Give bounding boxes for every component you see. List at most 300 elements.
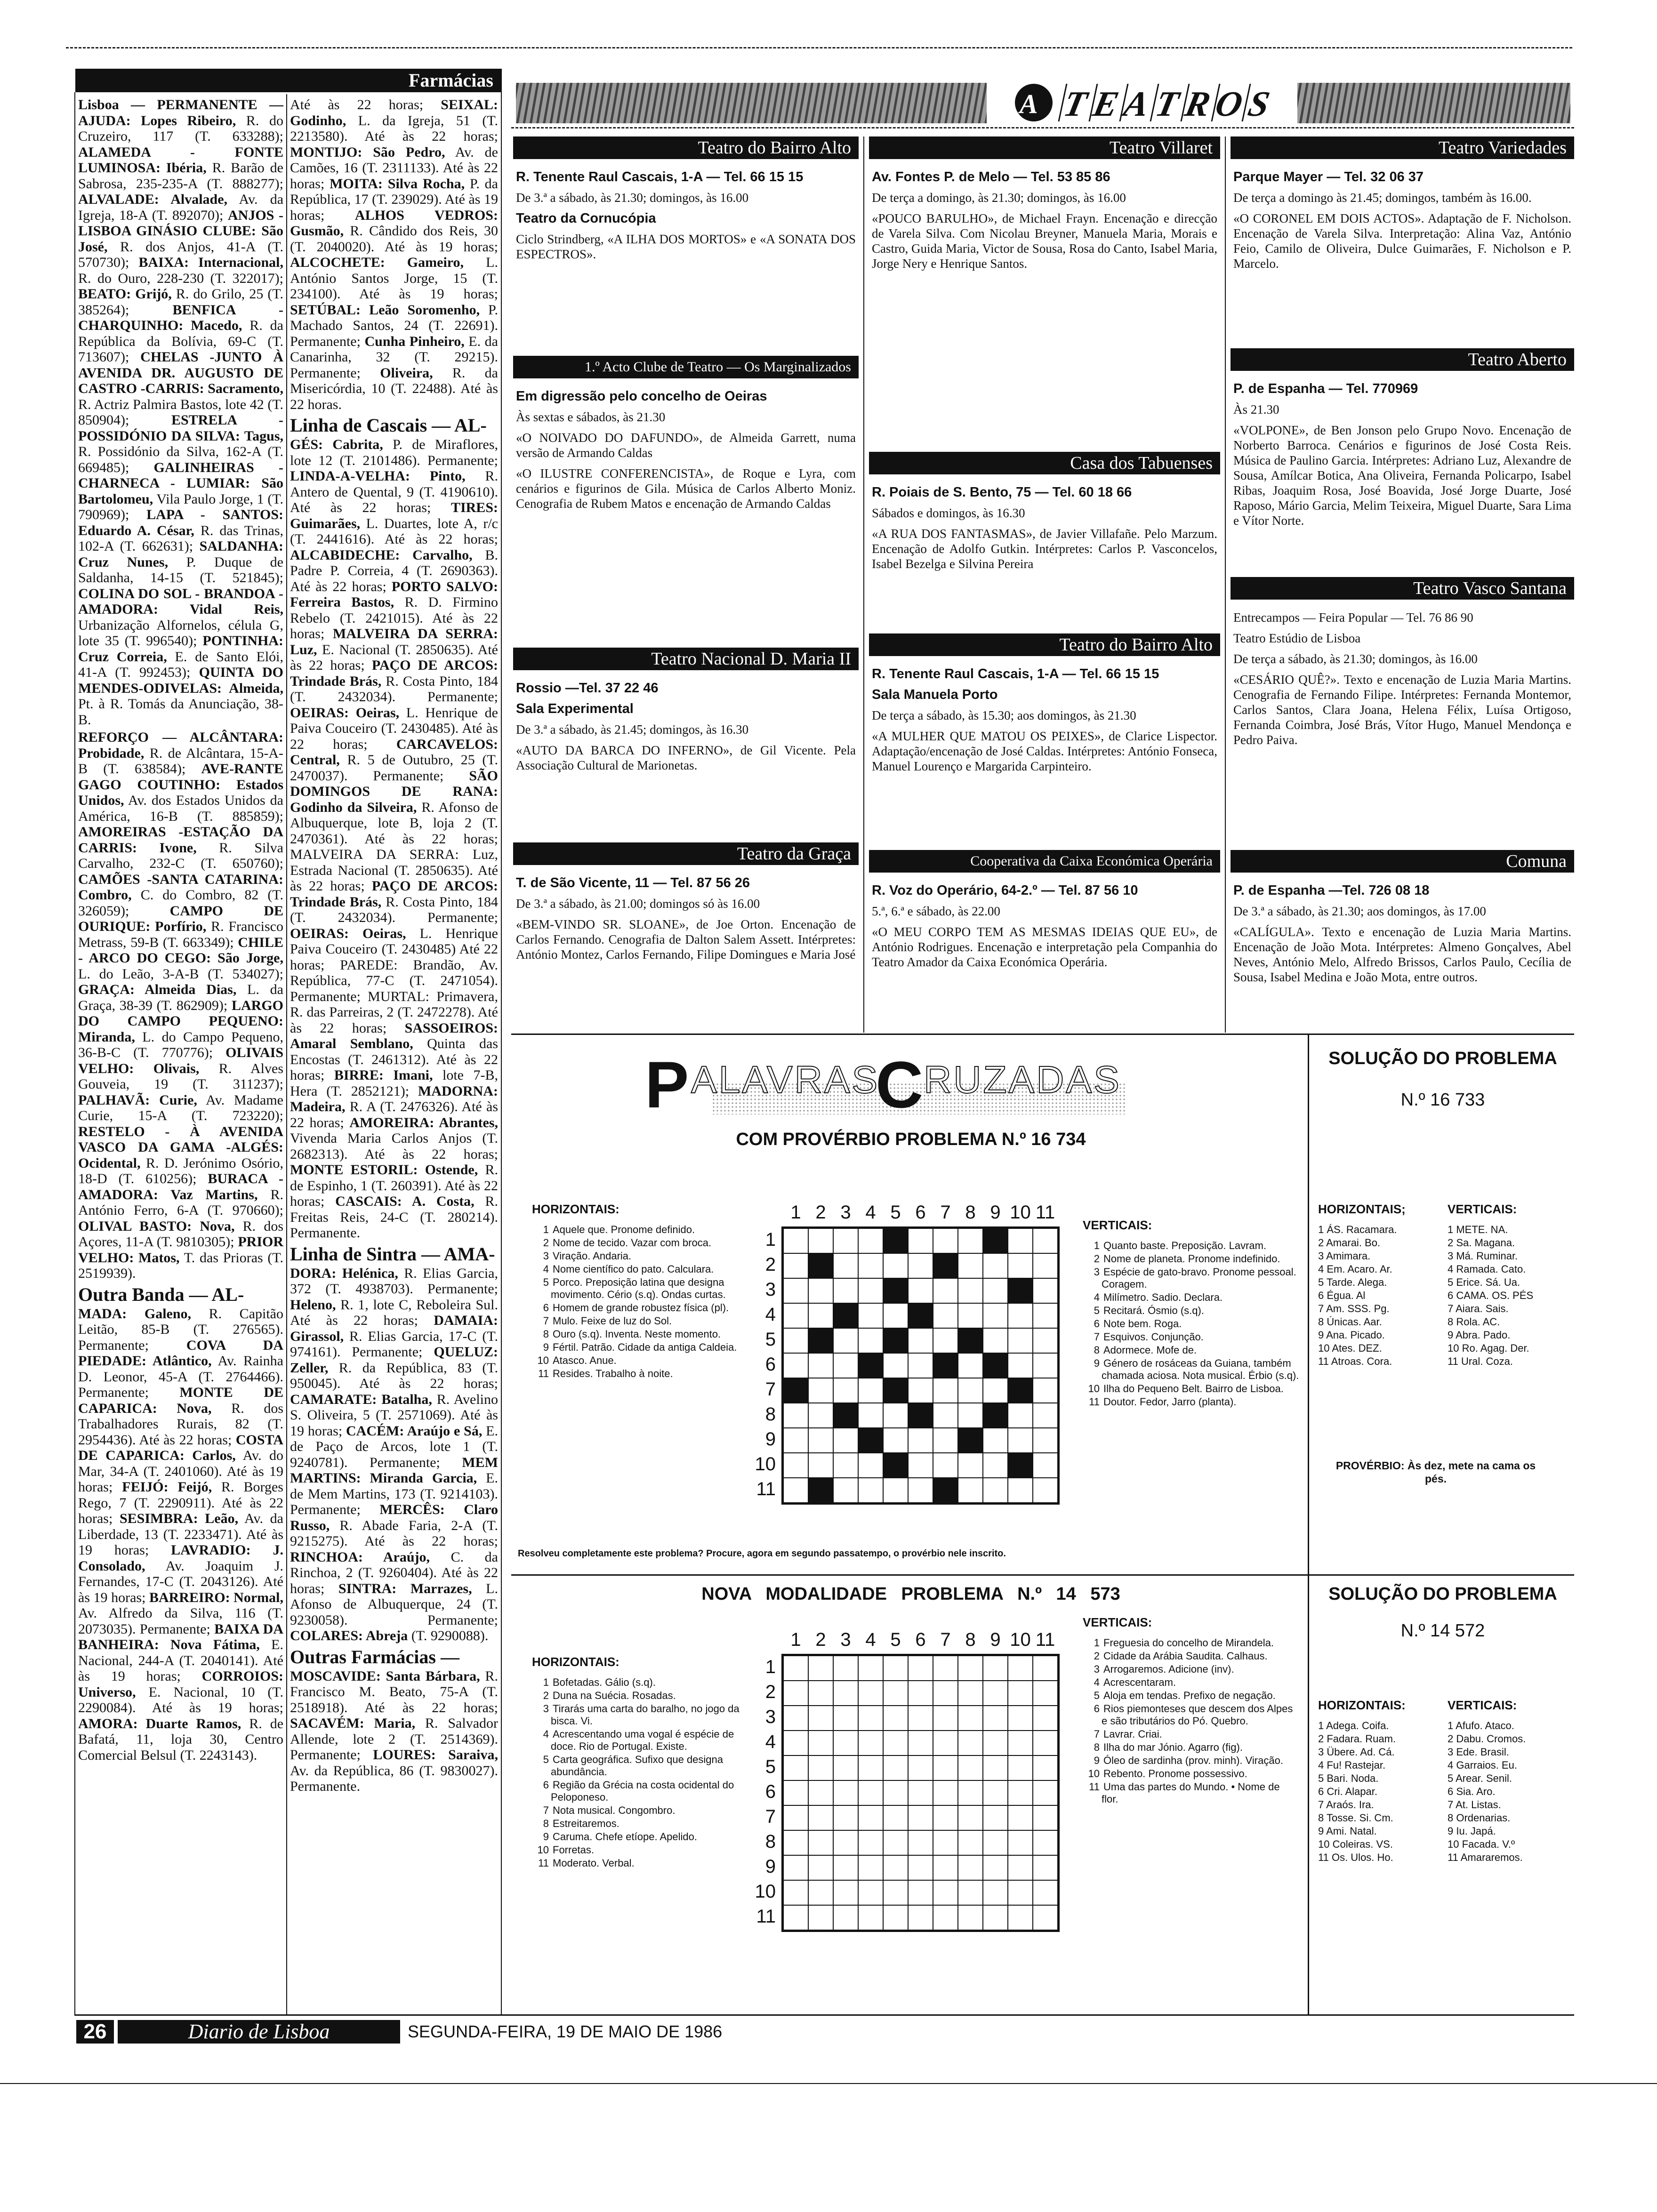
- theatre-name: 1.º Acto Clube de Teatro — Os Marginalizados: [585, 359, 851, 375]
- theatre-name: Teatro do Bairro Alto: [698, 138, 851, 158]
- pharmacy-listing: MADA: Galeno, R. Capitão Leitão, 85-B (T. 276565). Permanente; COVA DA PIEDADE: Atlântico, Av. Rainha D. Leonor, 45-A (T. 2764466). Permanente; MONTE DE CAPARICA: Nova, R. dos Trabalhadores Rurais, 82 (T. 2954436). Até às 22 horas; COSTA DE CAPARICA: Carlos, Av. do Mar, 34-A (T. 2401060). Até às 19 horas; FEIJÓ: Feijó, R. Borges Rego, 7 (T. 2290911). Até às 22 horas; SESIMBRA: Leão, Av. da Liberdade, 13 (T. 2233471). Até às 19 horas; LAVRADIO: J. Consolado, Av. Joaquim J. Fernandes, 17-C (T. 2043126). Até às 19 horas; BARREIRO: Normal, Av. Alfredo da Silva, 116 (T. 2073035). Permanente; BAIXA DA BANHEIRA: Nova Fátima, E. Nacional, 244-A (T. 2040141). Até às 19 horas; CORROIOS: Universo, E. Nacional, 10 (T. 2290084). Até às 19 horas; AMORA: Duarte Ramos, R. de Bafatá, 11, loja 30, Centro Comercial Belsul (T. 2243143).: [78, 1306, 284, 1763]
- crossword-cell: [883, 1478, 908, 1503]
- solution-item: 10 Facada. V.º: [1448, 1838, 1515, 1850]
- crossword-cell: [833, 1905, 858, 1930]
- crossword-cell: [858, 1681, 883, 1706]
- clue-number: 7: [543, 1315, 549, 1327]
- crossword-cell: [1033, 1328, 1058, 1353]
- solution-item: 10 Ates. DEZ.: [1318, 1342, 1382, 1354]
- crossword-divider-vertical: [1308, 1034, 1309, 2014]
- crossword-cell: [908, 1855, 933, 1880]
- theatre-name: Comuna: [1506, 851, 1567, 871]
- crossword-cell: [808, 1278, 833, 1303]
- clue-text: Região da Grécia na costa ocidental do Peloponeso.: [551, 1779, 734, 1803]
- crossword-cell: [958, 1905, 983, 1930]
- crossword-cell: [883, 1353, 908, 1378]
- theatre-word: [1060, 84, 1293, 124]
- puzzle2-horizontals: [532, 1656, 748, 1870]
- clue-number: 5: [543, 1276, 549, 1288]
- crossword-cell: [908, 1880, 933, 1905]
- clue-item: [532, 1328, 753, 1340]
- crossword-cell: [1008, 1755, 1033, 1780]
- crossword-cell: [958, 1681, 983, 1706]
- crossword-black-cell: [933, 1478, 958, 1503]
- logo-word-alavras: ALAVRAS: [691, 1058, 880, 1101]
- clue-number: 2: [1094, 1650, 1100, 1662]
- theatre-detail: «O ILUSTRE CONFERENCISTA», de Roque e Lyra, com cenários e figurinos de Gila. Música de Carlos Alberto Moniz. Cenografia de Rubem Matos e encenação de Armando Caldas: [516, 466, 856, 511]
- clue-text: Acrescentando uma vogal é espécie de doce. Rio de Portugal. Existe.: [551, 1728, 734, 1752]
- crossword-cell: [958, 1303, 983, 1328]
- solution2-horizontals: [1318, 1699, 1445, 1865]
- crossword-cell: [833, 1681, 858, 1706]
- solution-item: 11 Ural. Coza.: [1448, 1355, 1513, 1367]
- clue-item: [532, 1728, 748, 1753]
- crossword-cell: [808, 1378, 833, 1403]
- crossword-cell: [858, 1780, 883, 1805]
- crossword-cell: [983, 1253, 1008, 1278]
- theatre-name-bar: [513, 356, 859, 378]
- clue-item: [1083, 1266, 1299, 1290]
- crossword-cell: [883, 1403, 908, 1428]
- crossword-cell: [983, 1755, 1008, 1780]
- theatre-listing: [1233, 610, 1571, 753]
- crossword-cell: [983, 1880, 1008, 1905]
- theatre-name: Teatro Villaret: [1109, 138, 1213, 158]
- theatre-name: Teatro da Graça: [737, 844, 851, 864]
- crossword-cell: [908, 1478, 933, 1503]
- crossword-cell: [958, 1378, 983, 1403]
- clue-number: 5: [543, 1754, 549, 1765]
- theatre-address: Rossio —Tel. 37 22 46: [516, 681, 659, 696]
- crossword-cell: [783, 1403, 808, 1428]
- crossword-black-cell: [933, 1353, 958, 1378]
- clue-text: Óleo de sardinha (prov. minh). Viração.: [1103, 1755, 1283, 1766]
- crossword-cell: [783, 1681, 808, 1706]
- solution-item: 11 Atroas. Cora.: [1318, 1355, 1392, 1367]
- crossword-cell: [983, 1378, 1008, 1403]
- crossword-cell: [883, 1905, 908, 1930]
- theatre-banner: [511, 75, 1574, 127]
- pharmacy-region-heading: Linha de Sintra — AMA-: [290, 1243, 495, 1265]
- crossword-cell: [883, 1303, 908, 1328]
- solution1-title: SOLUÇÃO DO PROBLEMA: [1328, 1049, 1557, 1068]
- clue-number: 10: [1088, 1383, 1100, 1395]
- crossword-cell: [783, 1855, 808, 1880]
- clue-item: [1083, 1741, 1299, 1754]
- clue-item: [532, 1341, 753, 1354]
- clue-text: Carta geográfica. Sufixo que designa abundância.: [551, 1754, 724, 1778]
- crossword-cell: [1008, 1830, 1033, 1855]
- crossword-cell: [983, 1303, 1008, 1328]
- solution-item: 6 Cri. Alapar.: [1318, 1786, 1377, 1797]
- grid-row-number: 3: [765, 1707, 776, 1727]
- grid-row-number: 10: [755, 1454, 776, 1475]
- crossword-cell: [858, 1253, 883, 1278]
- clue-number: 4: [1094, 1291, 1100, 1303]
- solution1-verticals: [1448, 1203, 1572, 1369]
- crossword-black-cell: [783, 1378, 808, 1403]
- crossword-cell: [883, 1428, 908, 1453]
- crossword-cell: [1008, 1353, 1033, 1378]
- theatre-detail: Ciclo Strindberg, «A ILHA DOS MORTOS» e «A SONATA DOS ESPECTROS».: [516, 232, 856, 261]
- crossword-black-cell: [983, 1353, 1008, 1378]
- theatre-divider-2: [1225, 136, 1226, 1033]
- grid-column-number: 10: [1010, 1629, 1031, 1650]
- clue-number: 8: [543, 1328, 549, 1340]
- pharmacy-listing: DORA: Helénica, R. Elias Garcia, 372 (T. 4938703). Permanente; Heleno, R. 1, lote C, Reboleira Sul. Até às 22 horas; DAMAIA: Girassol, R. Elias Garcia, 17-C (T. 974161). Permanente; QUELUZ: Zeller, R. da República, 83 (T. 950045). Até às 22 horas; CAMARATE: Batalha, R. Avelino S. Oliveira, 5 (T. 2571069). Até às 19 horas; CACÉM: Araújo e Sá, E. de Paço de Arcos, lote 1 (T. 9240781). Permanente; MEM MARTINS: Miranda Garcia, E. de Mem Martins, 173 (T. 9214103). Permanente; MERCÊS: Claro Russo, R. Abade Faria, 2-A (T. 9215275). Até às 22 horas; RINCHOA: Araújo, C. da Rinchoa, 2 (T. 9260404). Até às 22 horas; SINTRA: Marrazes, L. Afonso de Albuquerque, 24 (T. 9230058). Permanente; COLARES: Abreja (T. 9290088).: [290, 1265, 499, 1643]
- clue-item: [1083, 1291, 1299, 1304]
- solution1-horizontals: [1318, 1203, 1445, 1369]
- clue-item: [1083, 1676, 1299, 1689]
- clue-item: [1083, 1650, 1299, 1662]
- clue-item: [1083, 1357, 1299, 1382]
- page-bottom-rule: [0, 2083, 1657, 2084]
- grid-column-number: 5: [890, 1629, 901, 1650]
- crossword-cell: [808, 1353, 833, 1378]
- clue-item: [532, 1224, 753, 1236]
- solution1-v-title: VERTICAIS:: [1448, 1202, 1517, 1216]
- clue-number: 2: [543, 1690, 549, 1701]
- clue-item: [532, 1754, 748, 1778]
- clue-number: 4: [1094, 1676, 1100, 1688]
- crossword-cell: [808, 1303, 833, 1328]
- theatre-name-bar: [1231, 577, 1574, 600]
- clue-item: [532, 1818, 748, 1830]
- pharmacy-right-rule: [501, 69, 502, 2014]
- theatre-address: P. de Espanha —Tel. 726 08 18: [1233, 883, 1430, 898]
- clue-number: 1: [1094, 1240, 1100, 1251]
- solution-item: 10 Ro. Agag. Der.: [1448, 1342, 1529, 1354]
- theatre-listing: [872, 169, 1217, 277]
- crossword-cell: [958, 1656, 983, 1681]
- grid-column-number: 10: [1010, 1202, 1031, 1223]
- pharmacy-region-heading: Outras Farmácias —: [290, 1646, 459, 1667]
- crossword-cell: [1008, 1403, 1033, 1428]
- crossword-cell: [808, 1428, 833, 1453]
- pharmacy-region-heading: Linha de Cascais — AL-: [290, 415, 487, 436]
- grid-column-number: 9: [990, 1629, 1001, 1650]
- logo-word-ruzadas: RUZADAS: [924, 1058, 1121, 1101]
- crossword-cell: [808, 1780, 833, 1805]
- clue-number: 7: [543, 1804, 549, 1816]
- theatre-letter: R: [1180, 84, 1219, 121]
- grid-column-number: 1: [790, 1629, 801, 1650]
- crossword-black-cell: [833, 1403, 858, 1428]
- crossword-cell: [983, 1453, 1008, 1478]
- crossword-cell: [858, 1328, 883, 1353]
- crossword-cell: [1033, 1706, 1058, 1731]
- crossword-cell: [983, 1905, 1008, 1930]
- grid-row-number: 2: [765, 1682, 776, 1702]
- theatre-name: Teatro Variedades: [1438, 138, 1567, 158]
- footer-paper-name: Diario de Lisboa: [188, 2020, 330, 2043]
- theatre-name: Teatro Nacional D. Maria II: [651, 649, 851, 669]
- crossword-cell: [933, 1731, 958, 1755]
- crossword-cell: [908, 1453, 933, 1478]
- grid-row-number: 3: [765, 1279, 776, 1300]
- crossword-cell: [883, 1656, 908, 1681]
- clue-text: Fértil. Patrão. Cidade da antiga Caldeia.: [553, 1341, 737, 1353]
- theatre-name: Teatro Aberto: [1468, 350, 1567, 369]
- clue-item: [532, 1250, 753, 1262]
- crossword-cell: [958, 1453, 983, 1478]
- crossword-cell: [1033, 1253, 1058, 1278]
- grid-column-number: 8: [965, 1202, 976, 1223]
- footer-date: SEGUNDA-FEIRA, 19 DE MAIO DE 1986: [408, 2022, 723, 2041]
- clue-text: Nome de planeta. Pronome indefinido.: [1103, 1253, 1280, 1265]
- puzzle1-horizontals: [532, 1203, 753, 1381]
- clue-text: Porco. Preposição latina que designa movimento. Cério (s.q). Ondas curtas.: [551, 1276, 726, 1300]
- clue-text: Rebento. Pronome possessivo.: [1103, 1768, 1247, 1779]
- crossword-cell: [808, 1805, 833, 1830]
- crossword-cell: [883, 1830, 908, 1855]
- grid-row-number: 6: [765, 1354, 776, 1375]
- solution-item: 7 At. Listas.: [1448, 1799, 1501, 1811]
- solution-item: 2 Fadara. Ruam.: [1318, 1733, 1396, 1745]
- crossword-cell: [858, 1403, 883, 1428]
- clue-text: Recitará. Ósmio (s.q).: [1103, 1305, 1204, 1316]
- solution-item: 8 Ordenarias.: [1448, 1812, 1511, 1824]
- clue-number: 8: [1094, 1344, 1100, 1356]
- grid-row-number: 7: [765, 1379, 776, 1400]
- crossword-cell: [933, 1403, 958, 1428]
- crossword-cell: [1008, 1253, 1033, 1278]
- clue-text: Adormece. Mofe de.: [1103, 1344, 1197, 1356]
- solution-item: 4 Em. Acaro. Ar.: [1318, 1263, 1392, 1275]
- crossword-cell: [858, 1453, 883, 1478]
- crossword-cell: [1033, 1656, 1058, 1681]
- crossword-cell: [983, 1656, 1008, 1681]
- pharmacy-col-divider: [286, 94, 287, 2014]
- crossword-cell: [983, 1478, 1008, 1503]
- clue-text: Género de rosáceas da Guiana, também chamada aciosa. Nota musical. Érbio (s.q).: [1102, 1357, 1299, 1381]
- clue-number: 8: [1094, 1741, 1100, 1753]
- theatre-listing: [1233, 883, 1571, 990]
- theatre-address: Sala Manuela Porto: [872, 687, 998, 702]
- theatre-top-rule: [511, 127, 1574, 128]
- crossword-cell: [833, 1453, 858, 1478]
- clue-text: Caruma. Chefe etíope. Apelido.: [553, 1831, 697, 1843]
- clue-item: [1083, 1781, 1299, 1805]
- crossword-cell: [858, 1478, 883, 1503]
- theatre-name: Cooperativa da Caixa Económica Operária: [970, 853, 1213, 869]
- crossword-cell: [933, 1303, 958, 1328]
- crossword-black-cell: [883, 1278, 908, 1303]
- crossword-cell: [1008, 1681, 1033, 1706]
- solution-item: 3 Ede. Brasil.: [1448, 1746, 1509, 1758]
- clue-text: Freguesia do concelho de Mirandela.: [1103, 1637, 1274, 1649]
- crossword-cell: [783, 1880, 808, 1905]
- clue-text: Aloja em tendas. Prefixo de negação.: [1103, 1690, 1276, 1701]
- clue-item: [532, 1690, 748, 1702]
- puzzle1-h-title: HORIZONTAIS:: [532, 1202, 619, 1216]
- solution-item: 9 Ami. Natal.: [1318, 1825, 1377, 1837]
- crossword-cell: [883, 1253, 908, 1278]
- crossword-cell: [808, 1905, 833, 1930]
- theatre-address: Parque Mayer — Tel. 32 06 37: [1233, 169, 1424, 184]
- crossword-cell: [858, 1855, 883, 1880]
- crossword-cell: [833, 1428, 858, 1453]
- crossword-cell: [783, 1755, 808, 1780]
- theatre-listing: [516, 169, 856, 267]
- solution-item: 7 Araós. Ira.: [1318, 1799, 1374, 1811]
- solution-item: 3 Übere. Ad. Cá.: [1318, 1746, 1395, 1758]
- crossword-cell: [833, 1656, 858, 1681]
- clue-number: 7: [1094, 1728, 1100, 1740]
- crossword-cell: [833, 1755, 858, 1780]
- solution-item: 2 Amarai. Bo.: [1318, 1237, 1381, 1249]
- clue-text: Arrogaremos. Adicione (inv).: [1103, 1663, 1234, 1675]
- theatre-detail: Entrecampos — Feira Popular — Tel. 76 86 90: [1233, 610, 1473, 625]
- crossword-cell: [983, 1780, 1008, 1805]
- clue-text: Nome científico do pato. Calculara.: [553, 1263, 714, 1275]
- theatre-letter: T: [1150, 84, 1188, 121]
- crossword-cell: [983, 1328, 1008, 1353]
- clue-item: [532, 1857, 748, 1869]
- crossword-top-rule: [511, 1034, 1574, 1035]
- crossword-black-cell: [1008, 1278, 1033, 1303]
- clue-item: [1083, 1690, 1299, 1702]
- crossword-cell: [958, 1403, 983, 1428]
- clue-item: [532, 1703, 748, 1727]
- solution-item: 7 Aiara. Sais.: [1448, 1303, 1509, 1314]
- grid-row-number: 11: [756, 1906, 776, 1927]
- theatre-detail: «CESÁRIO QUÊ?». Texto e encenação de Luzia Maria Martins. Cenografia de Fernando Filipe. Intérpretes: Fernanda Montemor, Carlos Santos, Clara Joana, Helena Félix, Luísa Ortigoso, Fernanda Coimbra, José Brás, Vítor Hugo, Manuel Mendonça e Pedro Paiva.: [1233, 673, 1571, 747]
- clue-number: 11: [538, 1857, 549, 1869]
- clue-number: 6: [1094, 1318, 1100, 1330]
- crossword-black-cell: [808, 1478, 833, 1503]
- crossword-black-cell: [983, 1228, 1008, 1253]
- crossword-black-cell: [1008, 1378, 1033, 1403]
- clue-item: [532, 1831, 748, 1843]
- puzzle2-v-title: VERTICAIS:: [1083, 1615, 1152, 1629]
- clue-number: 10: [537, 1844, 549, 1856]
- clue-number: 3: [1094, 1663, 1100, 1675]
- clue-item: [1083, 1305, 1299, 1317]
- theatre-letter: E: [1088, 84, 1127, 121]
- crossword-cell: [958, 1478, 983, 1503]
- clue-number: 11: [538, 1368, 549, 1379]
- grid-column-number: 6: [915, 1202, 926, 1223]
- solution-item: 5 Tarde. Alega.: [1318, 1276, 1387, 1288]
- pharmacies-header: [75, 69, 501, 92]
- crossword-cell: [858, 1303, 883, 1328]
- crossword-cell: [833, 1228, 858, 1253]
- theatre-listing: [1233, 169, 1571, 277]
- crossword-cell: [908, 1830, 933, 1855]
- crossword-cell: [783, 1706, 808, 1731]
- theatre-detail: De 3.ª a sábado, às 21.00; domingos só às 16.00: [516, 897, 760, 911]
- clue-text: Ilha do mar Jónio. Agarro (fig).: [1103, 1741, 1243, 1753]
- crossword-cell: [858, 1731, 883, 1755]
- pharmacies-title: Farmácias: [409, 70, 493, 91]
- crossword-cell: [933, 1755, 958, 1780]
- crossword-cell: [933, 1328, 958, 1353]
- crossword-cell: [983, 1805, 1008, 1830]
- clue-text: Note bem. Roga.: [1103, 1318, 1182, 1330]
- grid-row-number: 9: [765, 1856, 776, 1877]
- crossword-cell: [1008, 1880, 1033, 1905]
- grid-column-number: 1: [790, 1202, 801, 1223]
- clue-item: [1083, 1253, 1299, 1265]
- crossword-cell: [983, 1681, 1008, 1706]
- footer-rule: [74, 2014, 1574, 2016]
- clue-text: Uma das partes do Mundo. • Nome de flor.: [1102, 1781, 1280, 1805]
- theatre-detail: Sábados e domingos, às 16.30: [872, 506, 1025, 520]
- crossword-divider-horizontal: [511, 1574, 1574, 1576]
- crossword-cell: [858, 1228, 883, 1253]
- theatre-banner-art: [511, 75, 1574, 127]
- solution1-proverb: PROVÉRBIO: Às dez, mete na cama os pés.: [1335, 1459, 1536, 1485]
- clue-number: 6: [543, 1779, 549, 1791]
- crossword-cell: [933, 1855, 958, 1880]
- theatre-name: Casa dos Tabuenses: [1070, 453, 1213, 473]
- theatre-name-bar: [513, 648, 859, 670]
- crossword-cell: [783, 1780, 808, 1805]
- crossword-cell: [933, 1278, 958, 1303]
- clue-number: 11: [1089, 1781, 1100, 1793]
- solution-item: 4 Ramada. Cato.: [1448, 1263, 1526, 1275]
- clue-number: 6: [1094, 1703, 1100, 1715]
- crossword-cell: [783, 1278, 808, 1303]
- crossword-cell: [833, 1478, 858, 1503]
- clue-item: [1083, 1728, 1299, 1740]
- crossword-cell: [858, 1656, 883, 1681]
- theatre-address: R. Tenente Raul Cascais, 1-A — Tel. 66 15 15: [872, 666, 1159, 681]
- crossword-cell: [783, 1478, 808, 1503]
- theatre-address: T. de São Vicente, 11 — Tel. 87 56 26: [516, 875, 750, 890]
- grid-row-number: 9: [765, 1429, 776, 1450]
- crossword-cell: [808, 1731, 833, 1755]
- crossword-cell: [858, 1905, 883, 1930]
- grid-row-number: 1: [765, 1229, 776, 1250]
- crossword-cell: [958, 1755, 983, 1780]
- solution1-h-title: HORIZONTAIS;: [1318, 1202, 1406, 1216]
- crossword-black-cell: [933, 1253, 958, 1278]
- grid-column-number: 4: [865, 1202, 876, 1223]
- solution1-number: N.º 16 733: [1400, 1090, 1485, 1110]
- crossword-cell: [1008, 1731, 1033, 1755]
- crossword-black-cell: [908, 1303, 933, 1328]
- theatre-name-bar: [1231, 850, 1574, 873]
- clue-number: 2: [1094, 1253, 1100, 1265]
- clue-text: Quanto baste. Preposição. Lavram.: [1103, 1240, 1267, 1251]
- clue-item: [532, 1276, 753, 1301]
- crossword-cell: [783, 1905, 808, 1930]
- solution-item: 8 Rola. AC.: [1448, 1316, 1500, 1328]
- crossword-cell: [933, 1428, 958, 1453]
- crossword-cell: [1033, 1780, 1058, 1805]
- clue-number: 11: [1089, 1396, 1100, 1408]
- clue-number: 3: [543, 1250, 549, 1262]
- clue-item: [532, 1237, 753, 1249]
- crossword-cell: [833, 1253, 858, 1278]
- theatre-detail: De 3.ª a sábado, às 21.30; domingos, às 16.00: [516, 191, 749, 205]
- solution-item: 3 Má. Ruminar.: [1448, 1250, 1518, 1262]
- crossword-black-cell: [808, 1328, 833, 1353]
- crossword-cell: [808, 1880, 833, 1905]
- crossword-cell: [858, 1880, 883, 1905]
- clue-text: Esquivos. Conjunção.: [1103, 1331, 1204, 1343]
- crossword-cell: [883, 1805, 908, 1830]
- crossword-cell: [783, 1830, 808, 1855]
- crossword-cell: [858, 1706, 883, 1731]
- crossword-cell: [983, 1731, 1008, 1755]
- grid-column-number: 7: [940, 1202, 951, 1223]
- clue-text: Lavrar. Criai.: [1103, 1728, 1162, 1740]
- solution-item: 2 Sa. Magana.: [1448, 1237, 1515, 1249]
- theatre-letter: O: [1212, 84, 1251, 124]
